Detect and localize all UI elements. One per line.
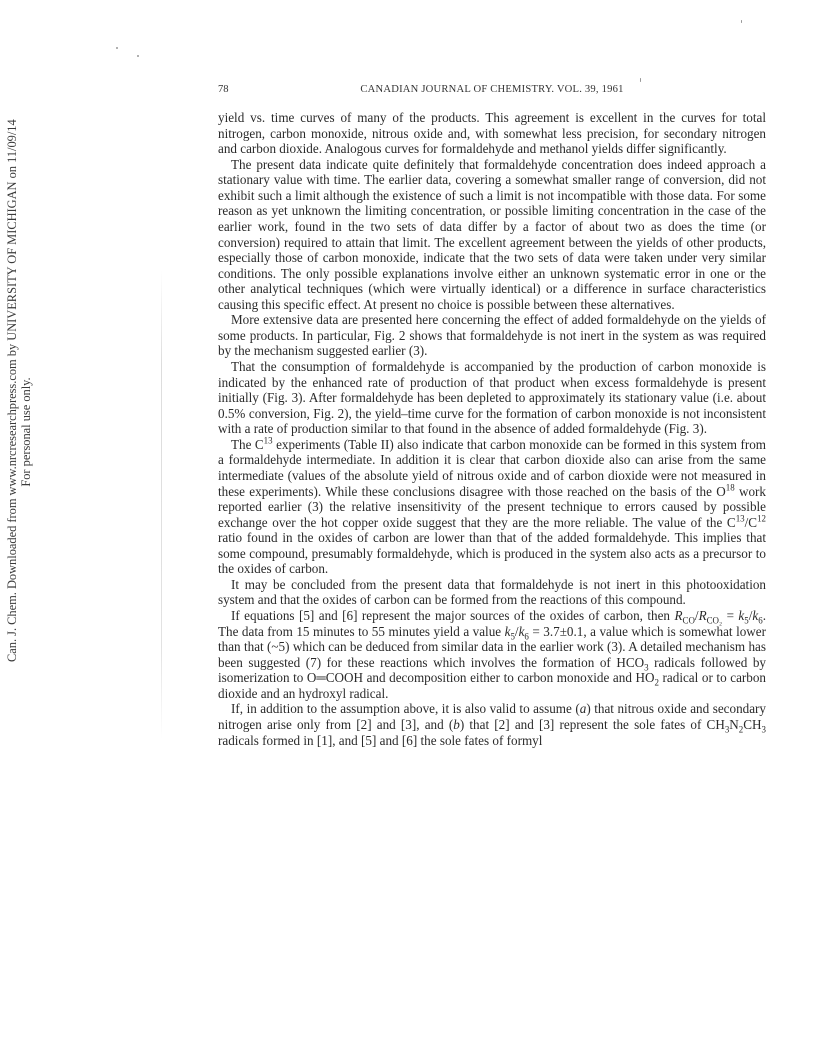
superscript: 18 — [725, 482, 735, 493]
subscript: 3 — [644, 662, 649, 673]
scan-crease — [161, 270, 162, 740]
scan-speck — [741, 20, 742, 23]
text-run: CH — [743, 716, 762, 732]
subscript: 5 — [510, 631, 515, 642]
paragraph-7 — [218, 608, 766, 701]
subscript: 5 — [744, 615, 749, 626]
paragraph-4: That the consumption of formaldehyde is accompanied by the production of carbon monoxide is indicated by the enhanced rate of production of that product when excess formaldehyde is present initially (Fig. 3). After formaldehyde has been depleted to approximately its stationary value (i.e. about 0.5% conversion, Fig. 2), the yield–time curve for the formation of carbon monoxide is not inconsistent with a rate of production similar to that found in the absence of added formaldehyde (Fig. 3). — [218, 359, 766, 437]
text-run: N — [729, 716, 739, 732]
page-number: 78 — [218, 84, 229, 95]
subscript: CO — [682, 615, 695, 626]
watermark-line-2: For personal use only. — [18, 377, 33, 487]
text-run: / — [694, 608, 699, 623]
text-run: work reported earlier (3) the relative insensitivity of the present technique to errors caused by possible exchange over the hot copper oxide suggest that they are the more reliable. The value of the C — [218, 483, 766, 530]
text-run: ) that [2] and [3] represent the sole fates of CH — [459, 716, 725, 732]
math-symbol: b — [453, 716, 460, 732]
subscript: 6 — [758, 615, 763, 626]
download-watermark-strip — [0, 0, 40, 1052]
text-run: radicals formed in [1], and [5] and [6] the sole fates of formyl — [218, 732, 543, 748]
scan-speck — [640, 78, 641, 82]
running-head: CANADIAN JOURNAL OF CHEMISTRY. VOL. 39, 1961 — [360, 84, 624, 95]
math-symbol: R — [698, 608, 707, 623]
text-run: = — [722, 608, 739, 623]
scan-speck — [137, 55, 139, 57]
math-symbol: k — [518, 623, 525, 639]
watermark-line-1: Can. J. Chem. Downloaded from www.nrcresearchpress.com by UNIVERSITY OF MICHIGAN on 11/09/14 — [5, 119, 19, 662]
subscript: 2 — [738, 724, 744, 735]
subscript: 3 — [724, 724, 730, 735]
download-watermark — [5, 119, 36, 662]
text-run: /C — [744, 514, 758, 530]
paragraph-1: yield vs. time curves of many of the products. This agreement is excellent in the curves for total nitrogen, carbon monoxide, nitrous oxide and, with somewhat less precision, for secondary nitrogen and carbon dioxide. Analogous curves for formaldehyde and methanol yields differ significantly. — [218, 110, 766, 157]
text-run: / — [748, 608, 753, 623]
text-run: . The data from 15 minutes to 55 minutes yield a value — [218, 608, 766, 639]
text-run: If equations [5] and [6] represent the major sources of the oxides of carbon, then — [231, 608, 675, 623]
math-symbol: a — [579, 701, 587, 717]
text-run: The C — [231, 436, 264, 452]
paragraph-6: It may be concluded from the present data that formaldehyde is not inert in this photooxidation system and that the oxides of carbon can be formed from the reactions of this compound. — [218, 576, 766, 608]
subscript: 2 — [654, 677, 659, 688]
article-body — [218, 110, 766, 748]
subscript: 3 — [761, 724, 766, 735]
paragraph-8 — [218, 701, 766, 748]
paragraph-3: More extensive data are presented here concerning the effect of added formaldehyde on the yields of some products. In particular, Fig. 2 shows that formaldehyde is not inert in the system as was required by the mechanism suggested earlier (3). — [218, 312, 766, 359]
text-run: radical or to carbon dioxide and an hydroxyl radical. — [218, 670, 766, 701]
text-run: ) that nitrous oxide and secondary nitrogen arise only from [2] and [3], and ( — [218, 701, 766, 732]
math-symbol: k — [752, 608, 759, 623]
subscript: 6 — [524, 631, 529, 642]
text-run: / — [514, 623, 519, 639]
math-symbol: k — [504, 623, 511, 639]
scan-speck — [116, 47, 118, 49]
math-symbol: R — [674, 608, 683, 623]
superscript: 13 — [735, 513, 745, 524]
text-run: experiments (Table II) also indicate that carbon monoxide can be formed in this system from a formaldehyde intermediate. In addition it is clear that carbon dioxide also can arise from the same intermediate (values of the absolute yield of nitrous oxide and of carbon dioxide were not measured in these experiments). While these conclusions disagree with those reached on the basis of the O — [218, 436, 766, 499]
text-run: If, in addition to the assumption above, it is also valid to assume ( — [231, 701, 580, 717]
math-symbol: k — [738, 608, 745, 623]
text-run: radicals followed by isomerization to O═COOH and decomposition either to carbon monoxide and HO — [218, 654, 766, 686]
paragraph-5 — [218, 437, 766, 577]
paragraph-2: The present data indicate quite definitely that formaldehyde concentration does indeed approach a stationary value with time. The earlier data, covering a somewhat smaller range of conversion, did not exhibit such a limit although the existence of such a limit is not incompatible with those data. For some reason as yet unknown the limiting concentration, or possible limiting concentration in the case of the earlier work, found in the two sets of data differ by a factor of about two as does the time (or conversion) required to attain that limit. The excellent agreement between the yields of other products, especially those of carbon monoxide, indicate that the two sets of data were taken under very similar conditions. The only possible explanations involve either an unknown systematic error in one or the other analytical techniques (which were virtually identical) or a difference in surface characteristics causing this specific effect. At present no choice is possible between these alternatives. — [218, 156, 766, 312]
text-run: ratio found in the oxides of carbon are lower than that of the added formaldehyde. This implies that some compound, presumably formaldehyde, which is produced in the system also acts as a precursor to the oxides of carbon. — [218, 530, 766, 577]
superscript: 12 — [757, 513, 766, 524]
subscript: CO₂ — [706, 615, 723, 626]
superscript: 13 — [263, 435, 273, 446]
page-header — [218, 84, 766, 98]
text-run: = 3.7±0.1, a value which is somewhat lower than that (~5) which can be deduced from similar data in the earlier work (3). A detailed mechanism has been suggested (7) for these reactions which involves the formation of HCO — [218, 623, 766, 670]
